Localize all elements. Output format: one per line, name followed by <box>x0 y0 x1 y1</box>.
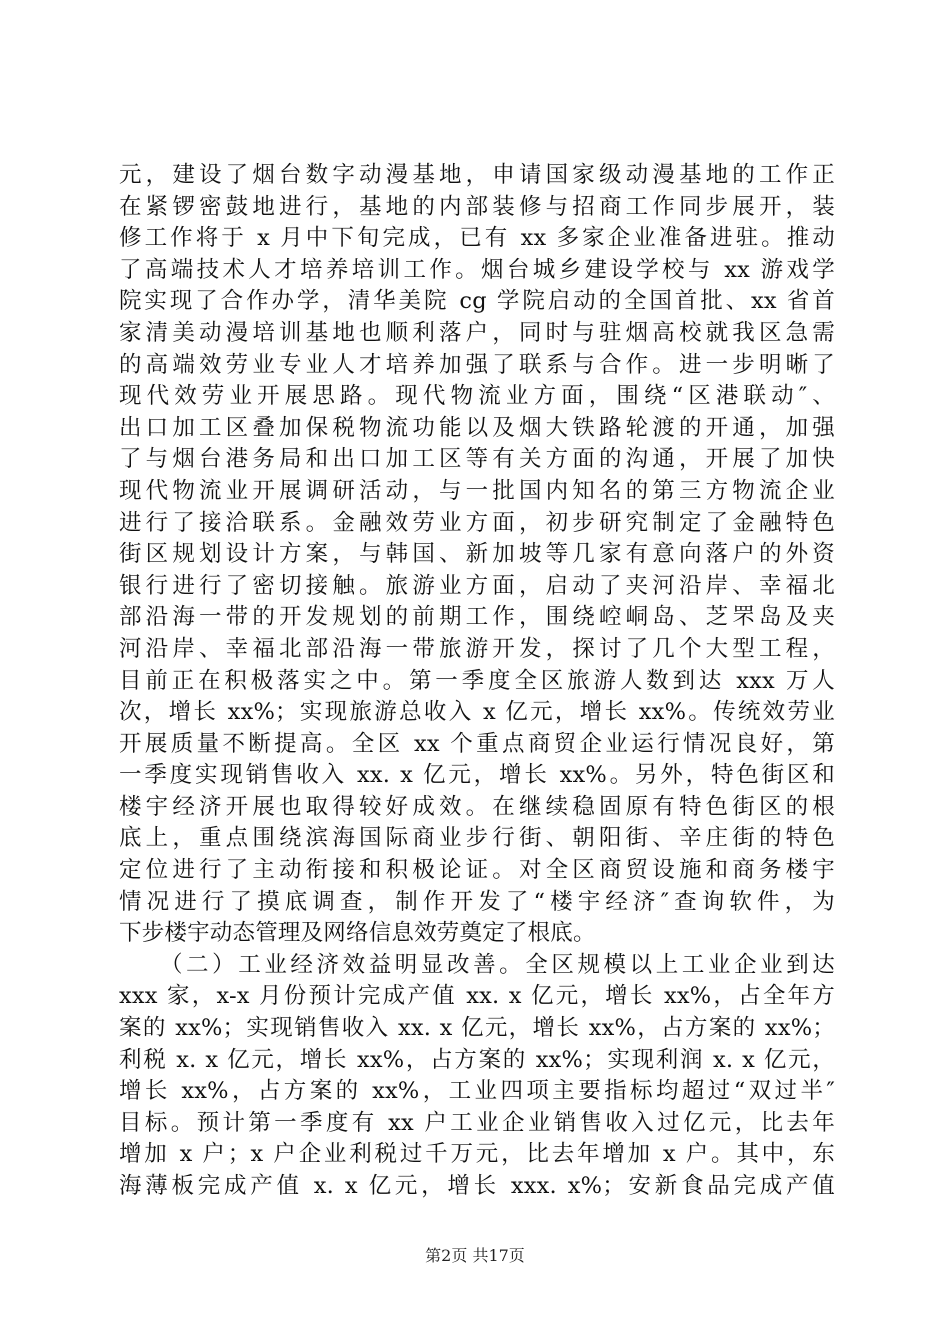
page-number-label: 第2页 共17页 <box>425 1246 525 1265</box>
page-footer <box>0 1246 950 1266</box>
text-line: 银行进行了密切接触。旅游业方面，启动了夹河沿岸、幸福北 <box>119 572 835 599</box>
text-line: 一季度实现销售收入 xx. x 亿元，增长 xx%。另外，特色街区和 <box>119 762 835 789</box>
text-line: 了与烟台港务局和出口加工区等有关方面的沟通，开展了加快 <box>119 446 835 473</box>
text-line: 现代物流业开展调研活动，与一批国内知名的第三方物流企业 <box>119 477 835 504</box>
text-line: 的高端效劳业专业人才培养加强了联系与合作。进一步明晰了 <box>119 351 835 378</box>
text-line: 底上，重点围绕滨海国际商业步行街、朝阳街、辛庄街的特色 <box>119 825 835 852</box>
text-line: 院实现了合作办学，清华美院 cg 学院启动的全国首批、xx 省首 <box>119 288 835 315</box>
text-line: （二）工业经济效益明显改善。全区规模以上工业企业到达 <box>119 951 835 978</box>
text-line: 目前正在积极落实之中。第一季度全区旅游人数到达 xxx 万人 <box>119 667 835 694</box>
text-line: 进行了接洽联系。金融效劳业方面，初步研究制定了金融特色 <box>119 509 835 536</box>
text-line: 增加 x 户；x 户企业利税过千万元，比去年增加 x 户。其中，东 <box>119 1141 835 1168</box>
text-line: 街区规划设计方案，与韩国、新加坡等几家有意向落户的外资 <box>119 541 835 568</box>
text-line: 下步楼宇动态管理及网络信息效劳奠定了根底。 <box>119 920 596 947</box>
text-line: 定位进行了主动衔接和积极论证。对全区商贸设施和商务楼宇 <box>119 857 835 884</box>
text-line: 元，建设了烟台数字动漫基地，申请国家级动漫基地的工作正 <box>119 162 835 188</box>
text-line: 次，增长 xx%；实现旅游总收入 x 亿元，增长 xx%。传统效劳业 <box>119 699 835 726</box>
text-line: 出口加工区叠加保税物流功能以及烟大铁路轮渡的开通，加强 <box>119 414 835 441</box>
text-line: 在紧锣密鼓地进行，基地的内部装修与招商工作同步展开，装 <box>119 193 835 220</box>
text-line: 河沿岸、幸福北部沿海一带旅游开发，探讨了几个大型工程， <box>119 635 835 662</box>
text-line: 楼宇经济开展也取得较好成效。在继续稳固原有特色街区的根 <box>119 793 835 820</box>
body-text <box>119 160 835 1203</box>
text-line: 利税 x. x 亿元，增长 xx%，占方案的 xx%；实现利润 x. x 亿元， <box>119 1046 835 1073</box>
text-line: 增长 xx%，占方案的 xx%，工业四项主要指标均超过“双过半″ <box>119 1078 835 1105</box>
text-line: 开展质量不断提高。全区 xx 个重点商贸企业运行情况良好，第 <box>119 730 835 757</box>
text-line: 情况进行了摸底调查，制作开发了“楼宇经济″查询软件，为 <box>119 888 835 915</box>
text-line: xxx 家，x-x 月份预计完成产值 xx. x 亿元，增长 xx%，占全年方 <box>119 983 835 1010</box>
text-line: 案的 xx%；实现销售收入 xx. x 亿元，增长 xx%，占方案的 xx%； <box>119 1015 835 1042</box>
text-line: 现代效劳业开展思路。现代物流业方面，围绕“区港联动″、 <box>119 383 835 410</box>
text-line: 海薄板完成产值 x. x 亿元，增长 xxx. x%；安新食品完成产值 <box>119 1173 835 1199</box>
text-line: 目标。预计第一季度有 xx 户工业企业销售收入过亿元，比去年 <box>119 1109 835 1136</box>
text-line: 了高端技术人才培养培训工作。烟台城乡建设学校与 xx 游戏学 <box>119 256 835 283</box>
text-line: 部沿海一带的开发规划的前期工作，围绕崆峒岛、芝罘岛及夹 <box>119 604 835 631</box>
text-line: 修工作将于 x 月中下旬完成，已有 xx 多家企业准备进驻。推动 <box>119 225 835 252</box>
text-line: 家清美动漫培训基地也顺利落户，同时与驻烟高校就我区急需 <box>119 319 835 346</box>
